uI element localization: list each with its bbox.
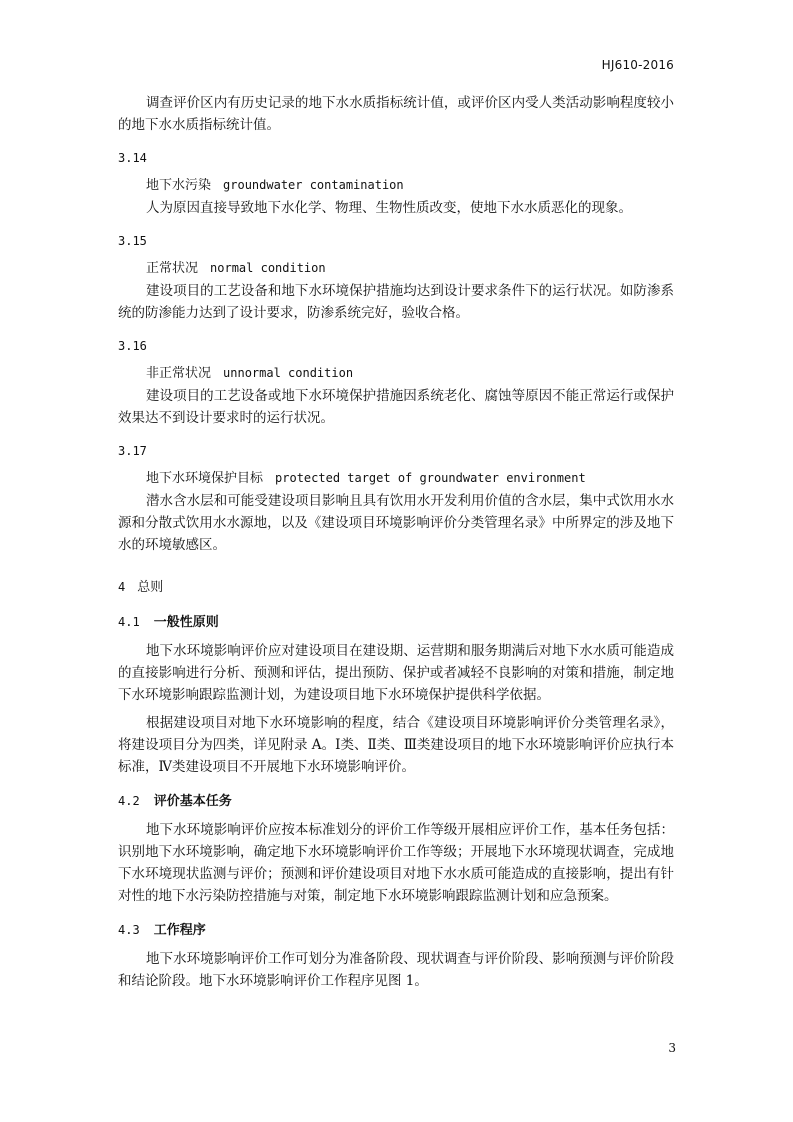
definition-3-15: 建设项目的工艺设备和地下水环境保护措施均达到设计要求条件下的运行状况。如防渗系统的防渗能力达到了设计要求，防渗系统完好，验收合格。 [118,283,674,321]
section-title: 工作程序 [153,923,206,938]
term-cn: 非正常状况 [146,366,212,381]
term-en: unnormal condition [223,366,354,380]
clause-number-3-17: 3.17 [118,444,147,458]
section-number: 4.3 [118,923,140,937]
term-en: protected target of groundwater environment [275,471,586,485]
paragraph-4-1-b: 根据建设项目对地下水环境影响的程度，结合《建设项目环境影响评价分类管理名录》，将建设项目分为四类，详见附录 A。Ⅰ类、Ⅱ类、Ⅲ类建设项目的地下水环境影响评价应执行本标准，Ⅳ类建设项目不开展地下水环境影响评价。 [118,715,674,775]
term-cn: 正常状况 [146,261,199,276]
page-number: 3 [668,1041,676,1055]
paragraph-continued: 调查评价区内有历史记录的地下水水质指标统计值，或评价区内受人类活动影响程度较小的地下水水质指标统计值。 [118,95,674,133]
section-title: 评价基本任务 [153,794,232,809]
definition-3-16: 建设项目的工艺设备或地下水环境保护措施因系统老化、腐蚀等原因不能正常运行或保护效果达不到设计要求时的运行状况。 [118,388,674,426]
term-cn: 地下水环境保护目标 [146,471,264,486]
chapter-heading-4 [118,576,674,599]
chapter-title: 总则 [137,580,164,595]
definition-3-17: 潜水含水层和可能受建设项目影响且具有饮用水开发利用价值的含水层，集中式饮用水水源和分散式饮用水水源地，以及《建设项目环境影响评价分类管理名录》中所界定的涉及地下水的环境敏感区。 [118,493,674,553]
section-heading-4-3 [118,919,674,942]
term-en: groundwater contamination [223,178,404,192]
term-cn: 地下水污染 [146,178,212,193]
paragraph-4-3: 地下水环境影响评价工作可划分为准备阶段、现状调查与评价阶段、影响预测与评价阶段和结论阶段。地下水环境影响评价工作程序见图 1。 [118,951,674,989]
term-3-15 [118,257,674,280]
clause-number-3-16: 3.16 [118,339,147,353]
paragraph-4-2: 地下水环境影响评价应按本标准划分的评价工作等级开展相应评价工作，基本任务包括：识别地下水环境影响，确定地下水环境影响评价工作等级；开展地下水环境现状调查，完成地下水环境现状监测与评价；预测和评价建设项目对地下水水质可能造成的直接影响，提出有针对性的地下水污染防控措施与对策，制定地下水环境影响跟踪监测计划和应急预案。 [118,822,674,904]
section-heading-4-1 [118,611,674,634]
document-code: HJ610-2016 [601,58,674,72]
section-title: 一般性原则 [153,615,219,630]
page-content [118,92,674,992]
section-heading-4-2 [118,790,674,813]
term-en: normal condition [210,261,326,275]
section-number: 4.2 [118,794,140,808]
term-3-16 [118,362,674,385]
section-number: 4.1 [118,615,140,629]
paragraph-4-1-a: 地下水环境影响评价应对建设项目在建设期、运营期和服务期满后对地下水水质可能造成的直接影响进行分析、预测和评估，提出预防、保护或者减轻不良影响的对策和措施，制定地下水环境影响跟踪监测计划，为建设项目地下水环境保护提供科学依据。 [118,643,674,703]
clause-number-3-15: 3.15 [118,234,147,248]
clause-number-3-14: 3.14 [118,151,147,165]
chapter-number: 4 [118,580,126,594]
term-3-14 [118,174,674,197]
term-3-17 [118,467,674,490]
definition-3-14: 人为原因直接导致地下水化学、物理、生物性质改变，使地下水水质恶化的现象。 [146,200,632,216]
